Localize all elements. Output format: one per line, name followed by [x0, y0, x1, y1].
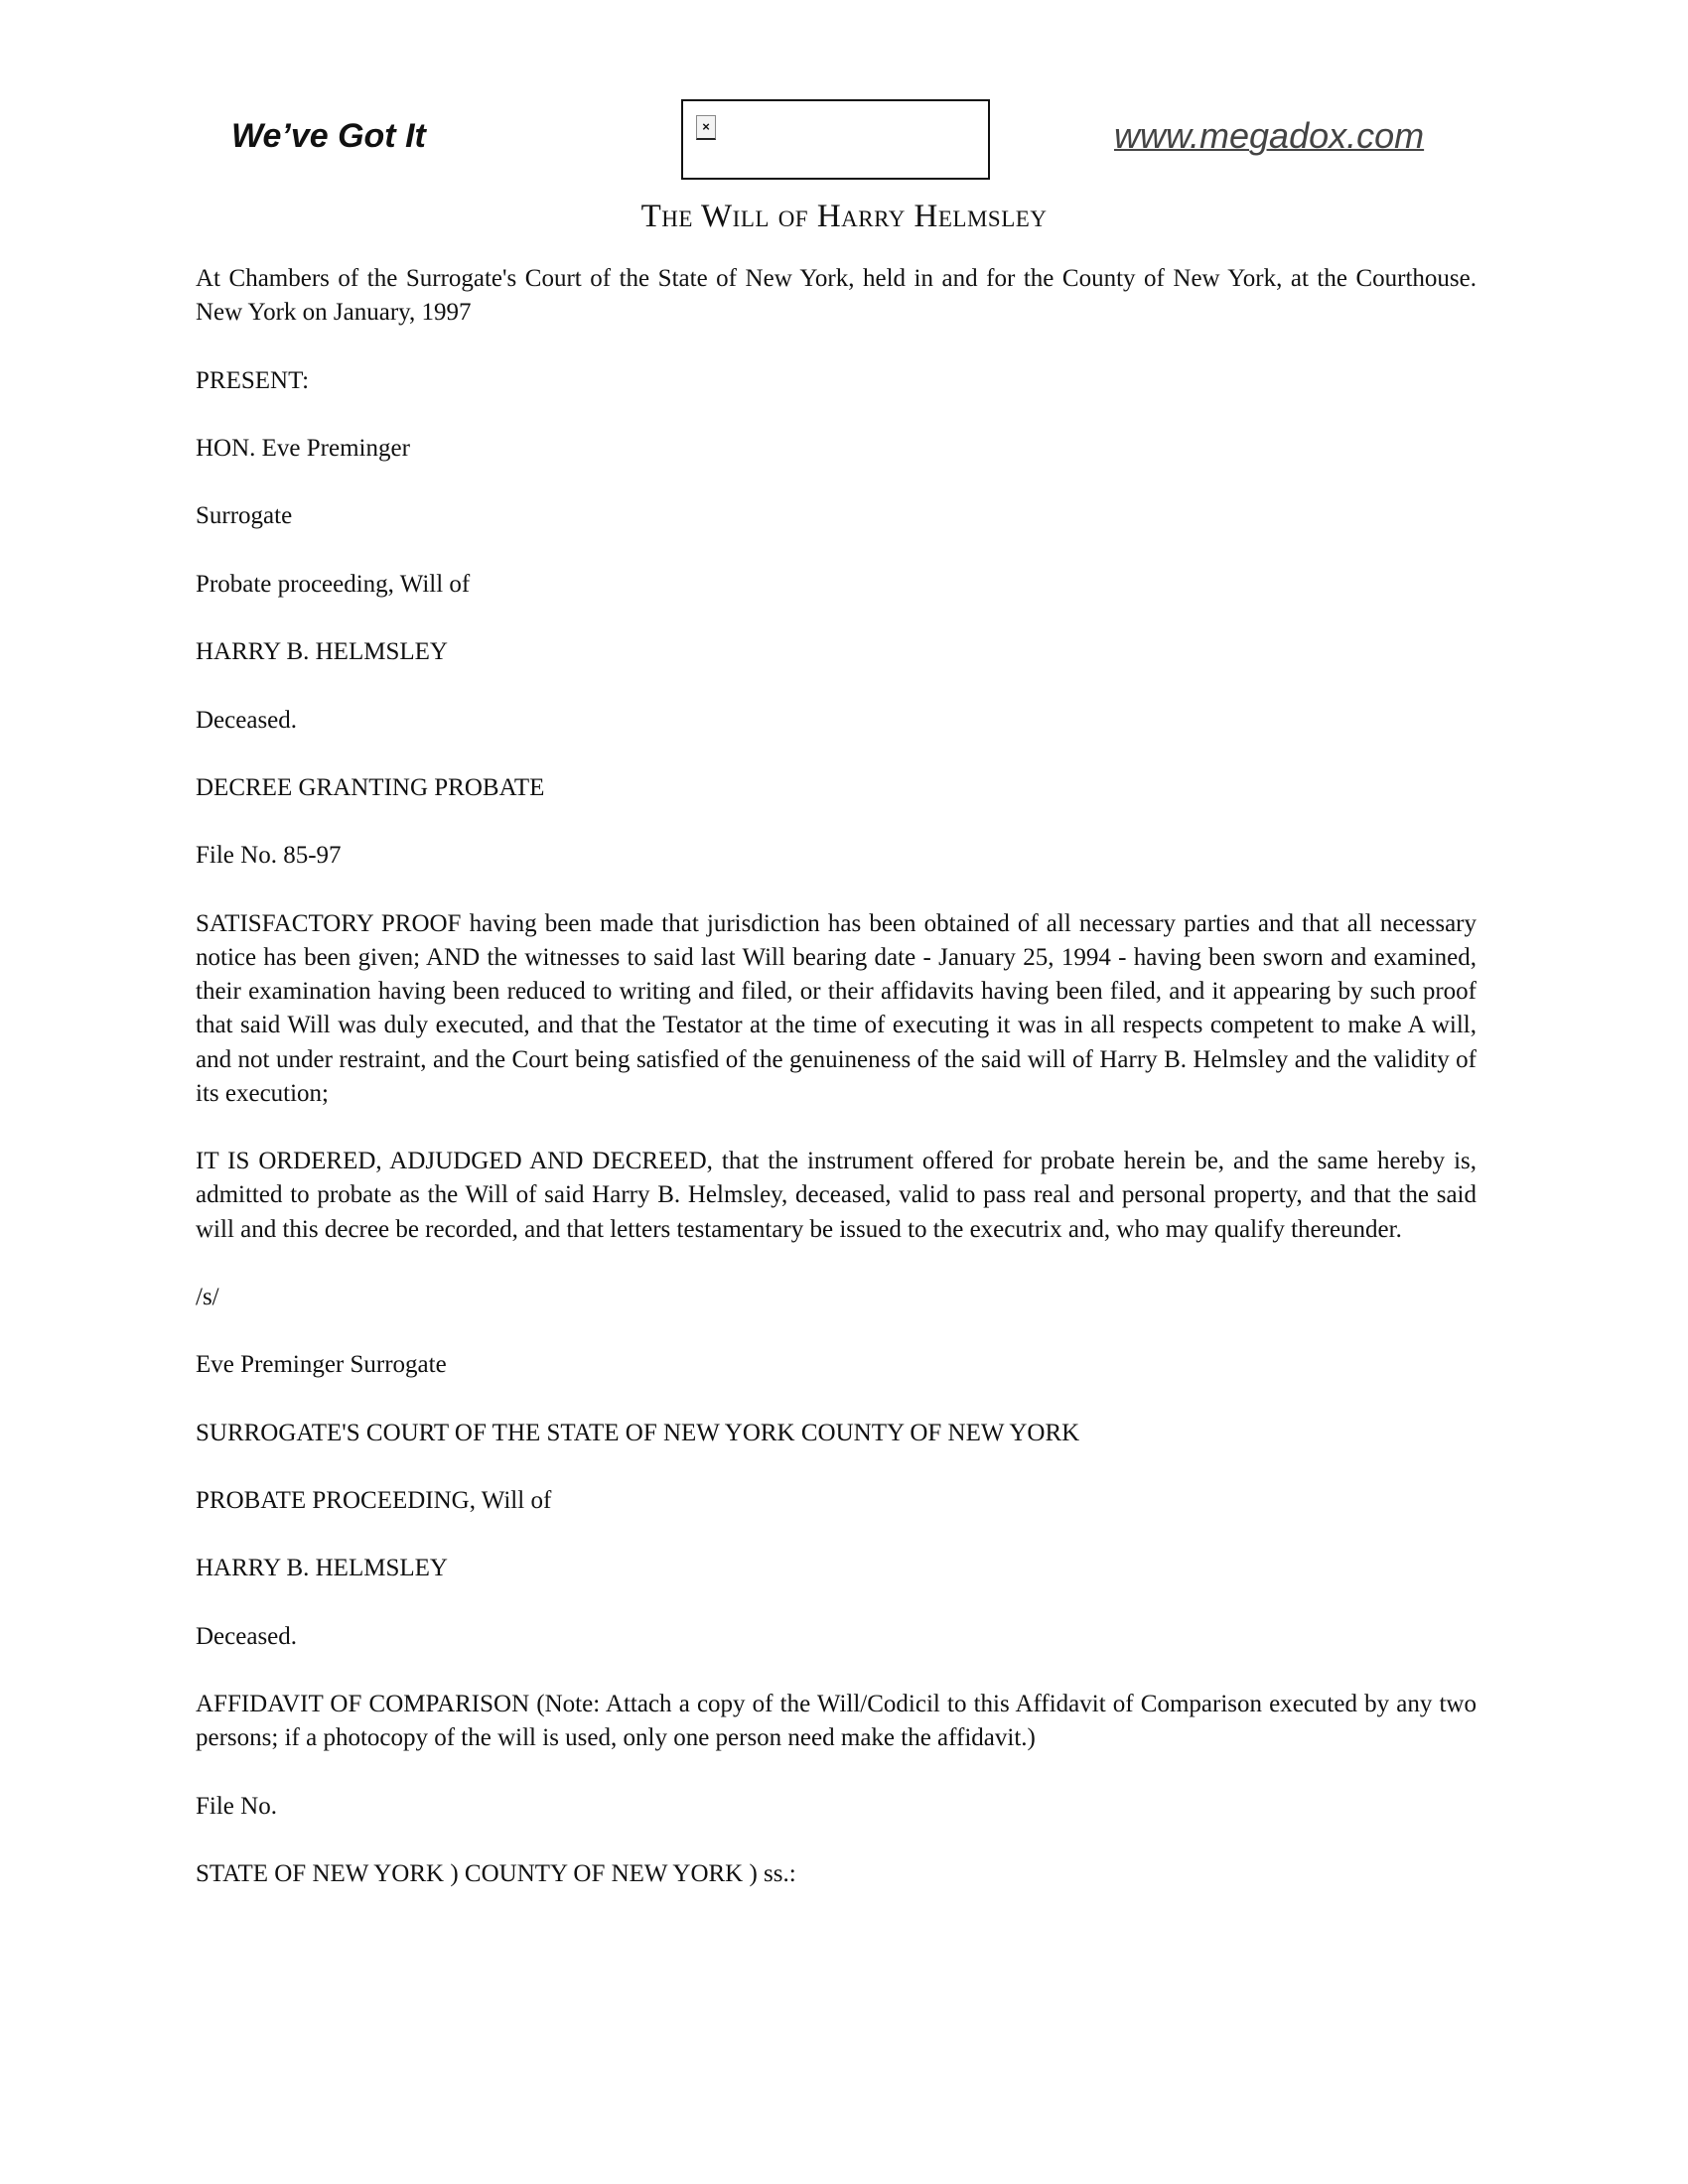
paragraph: Deceased. — [196, 1622, 298, 1650]
paragraph: IT IS ORDERED, ADJUDGED AND DECREED, that the instrument offered for probate herein be, and the same hereby is, admitted to probate as the Will of said Harry B. Helmsley, deceased, valid to pass real and personal property, and that the said will and this decree be recorded, and that letters testamentary be issued to the executrix and, who may qualify thereunder. — [196, 1148, 1477, 1243]
paragraph: Deceased. — [196, 706, 298, 734]
paragraph: PRESENT: — [196, 366, 310, 394]
brand-tagline: We’ve Got It — [231, 117, 426, 155]
paragraph: PROBATE PROCEEDING, Will of — [196, 1487, 552, 1515]
paragraph: HARRY B. HELMSLEY — [196, 1555, 448, 1582]
website-link[interactable]: www.megadox.com — [1114, 115, 1425, 156]
paragraph: HARRY B. HELMSLEY — [196, 638, 448, 666]
paragraph: STATE OF NEW YORK ) COUNTY OF NEW YORK ) ss.: — [196, 1860, 796, 1888]
paragraph: SATISFACTORY PROOF having been made that jurisdiction has been obtained of all necessary parties and that all necessary notice has been given; AND the witnesses to said last Will bearing date - January 25, 1994 - having been sworn and examined, their examination having been reduced to writing and filed, or their affidavits having been filed, and it appearing by such proof that said Will was duly executed, and that the Testator at the time of executing it was in all respects competent to make A will, and not under restraint, and the Court being satisfied of the genuineness of the said will of Harry B. Helmsley and the validity of its execution; — [196, 909, 1477, 1107]
paragraph: /s/ — [196, 1283, 219, 1310]
paragraph: At Chambers of the Surrogate's Court of the State of New York, held in and for the County of New York, at the Courthouse. New York on January, 1997 — [196, 265, 1477, 327]
broken-image-icon: × — [696, 115, 716, 140]
paragraph: AFFIDAVIT OF COMPARISON (Note: Attach a copy of the Will/Codicil to this Affidavit of Comparison executed by any two persons; if a photocopy of the will is used, only one person need make the affidavit.) — [196, 1691, 1477, 1752]
paragraph: File No. 85-97 — [196, 842, 342, 870]
paragraph: DECREE GRANTING PROBATE — [196, 773, 545, 801]
paragraph: SURROGATE'S COURT OF THE STATE OF NEW YORK COUNTY OF NEW YORK — [196, 1419, 1080, 1446]
paragraph: Probate proceeding, Will of — [196, 570, 471, 598]
logo-placeholder — [681, 99, 990, 180]
paragraph: HON. Eve Preminger — [196, 434, 410, 462]
paragraph: Eve Preminger Surrogate — [196, 1351, 447, 1379]
document-body — [196, 262, 1477, 1926]
paragraph: Surrogate — [196, 502, 293, 530]
document-title: The Will of Harry Helmsley — [640, 199, 1048, 234]
paragraph: File No. — [196, 1792, 277, 1820]
